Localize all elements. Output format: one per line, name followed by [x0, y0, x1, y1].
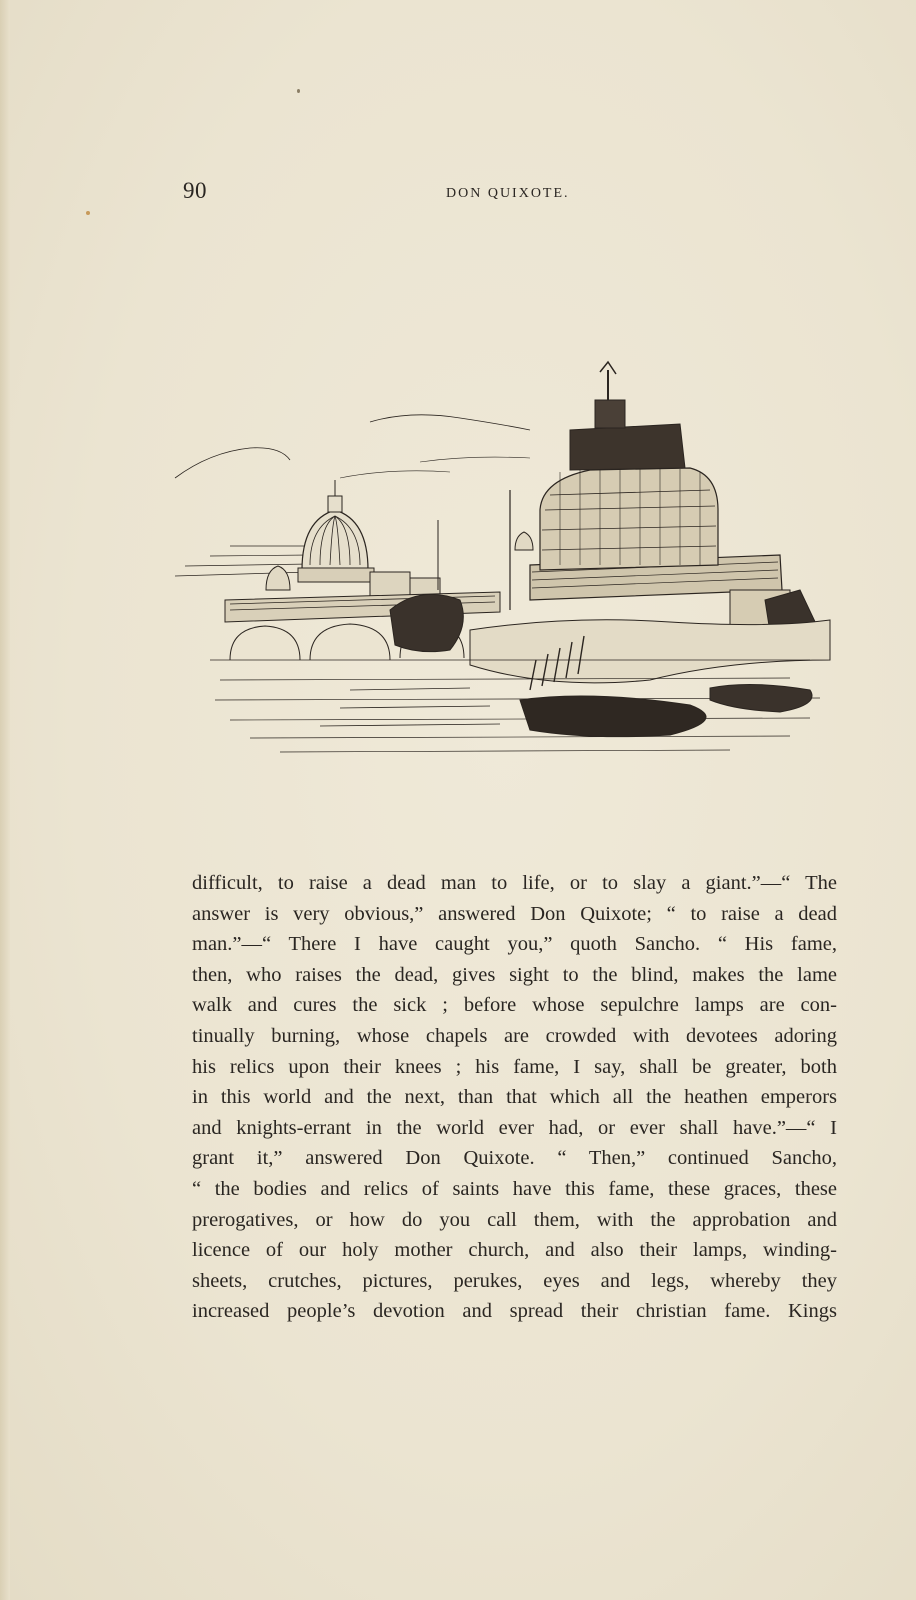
- body-text: [192, 868, 837, 1327]
- text-line: and knights-errant in the world ever had, or ever shall have.”—“ I: [192, 1116, 837, 1139]
- text-line: man.”—“ There I have caught you,” quoth Sancho. “ His fame,: [192, 933, 837, 956]
- text-line: “ the bodies and relics of saints have this fame, these graces, these: [192, 1177, 837, 1200]
- engraving-castel-sant-angelo-icon: [170, 360, 840, 780]
- text-line: walk and cures the sick ; before whose sepulchre lamps are con-: [192, 994, 837, 1017]
- text-line: difficult, to raise a dead man to life, or to slay a giant.”—“ The: [192, 872, 837, 894]
- text-line: prerogatives, or how do you call them, with the approbation and: [192, 1208, 837, 1231]
- page-edge: [0, 0, 10, 1600]
- page-number: 90: [183, 178, 207, 203]
- paper-speck: [297, 89, 300, 93]
- text-line: answer is very obvious,” answered Don Quixote; “ to raise a dead: [192, 902, 837, 925]
- running-head: [183, 178, 823, 208]
- text-line: increased people’s devotion and spread their christian fame. Kings: [192, 1300, 837, 1323]
- text-line: his relics upon their knees ; his fame, I say, shall be greater, both: [192, 1055, 837, 1078]
- text-line: grant it,” answered Don Quixote. “ Then,” continued Sancho,: [192, 1147, 837, 1170]
- text-line: licence of our holy mother church, and also their lamps, winding-: [192, 1239, 837, 1262]
- text-line: in this world and the next, than that which all the heathen emperors: [192, 1086, 837, 1109]
- text-line: tinually burning, whose chapels are crowded with devotees adoring: [192, 1024, 837, 1047]
- text-line: sheets, crutches, pictures, perukes, eyes and legs, whereby they: [192, 1269, 837, 1292]
- page-header-title: DON QUIXOTE.: [446, 186, 570, 201]
- paper-speck: [86, 211, 90, 215]
- text-line: then, who raises the dead, gives sight to the blind, makes the lame: [192, 963, 837, 986]
